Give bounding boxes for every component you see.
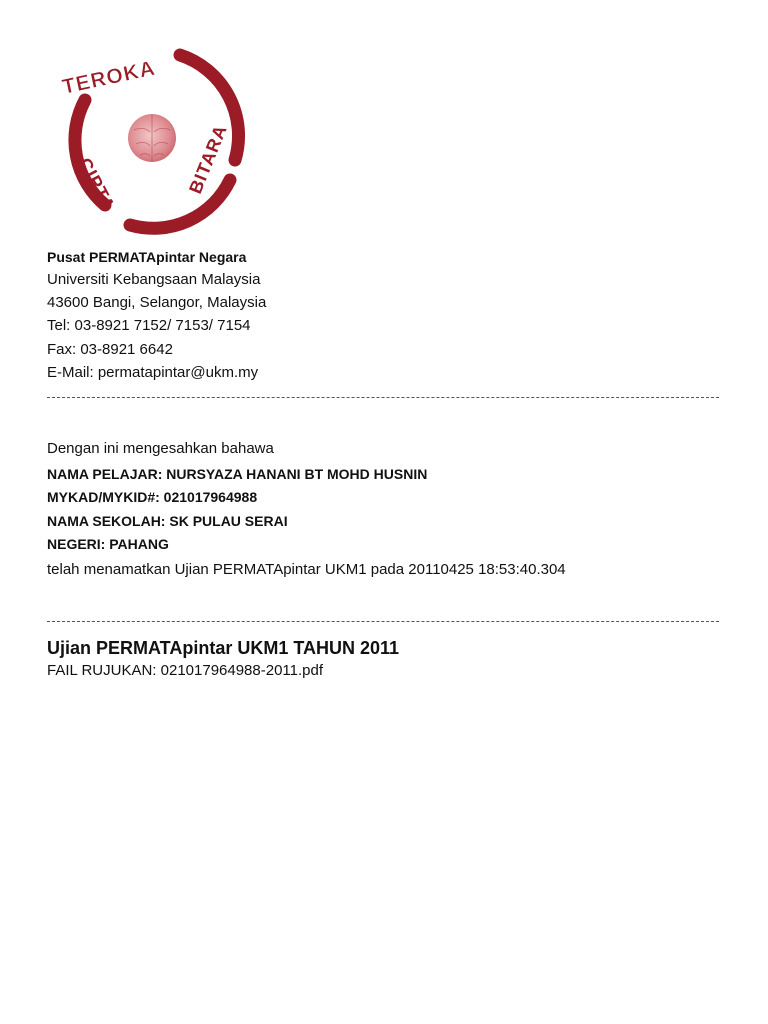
exam-title: Ujian PERMATApintar UKM1 TAHUN 2011 bbox=[47, 638, 400, 658]
school-name: NAMA SEKOLAH: SK PULAU SERAI bbox=[47, 513, 288, 529]
telephone: Tel: 03-8921 7152/ 7153/ 7154 bbox=[47, 317, 251, 334]
student-name: NAMA PELAJAR: NURSYAZA HANANI BT MOHD HUSNIN bbox=[47, 466, 428, 482]
reference-file: FAIL RUJUKAN: 021017964988-2011.pdf bbox=[47, 662, 324, 679]
fax: Fax: 03-8921 6642 bbox=[47, 341, 173, 358]
mykad-number: MYKAD/MYKID#: 021017964988 bbox=[47, 489, 258, 505]
teroka-cipta-bitara-logo bbox=[50, 40, 260, 240]
logo-word-cipta: CIPTA bbox=[74, 154, 120, 215]
university-name: Universiti Kebangsaan Malaysia bbox=[47, 271, 261, 288]
state: NEGERI: PAHANG bbox=[47, 536, 169, 552]
logo-word-teroka: TEROKA bbox=[60, 56, 158, 99]
logo-word-bitara: BITARA bbox=[185, 121, 231, 197]
divider bbox=[47, 397, 719, 398]
divider bbox=[47, 621, 719, 622]
email: E-Mail: permatapintar@ukm.my bbox=[47, 364, 259, 381]
completion-statement: telah menamatkan Ujian PERMATApintar UKM1 pada 20110425 18:53:40.304 bbox=[47, 561, 566, 578]
certificate-intro: Dengan ini mengesahkan bahawa bbox=[47, 440, 274, 457]
postal-address: 43600 Bangi, Selangor, Malaysia bbox=[47, 294, 267, 311]
org-name: Pusat PERMATApintar Negara bbox=[47, 249, 247, 265]
logo-arc-right bbox=[130, 180, 230, 228]
